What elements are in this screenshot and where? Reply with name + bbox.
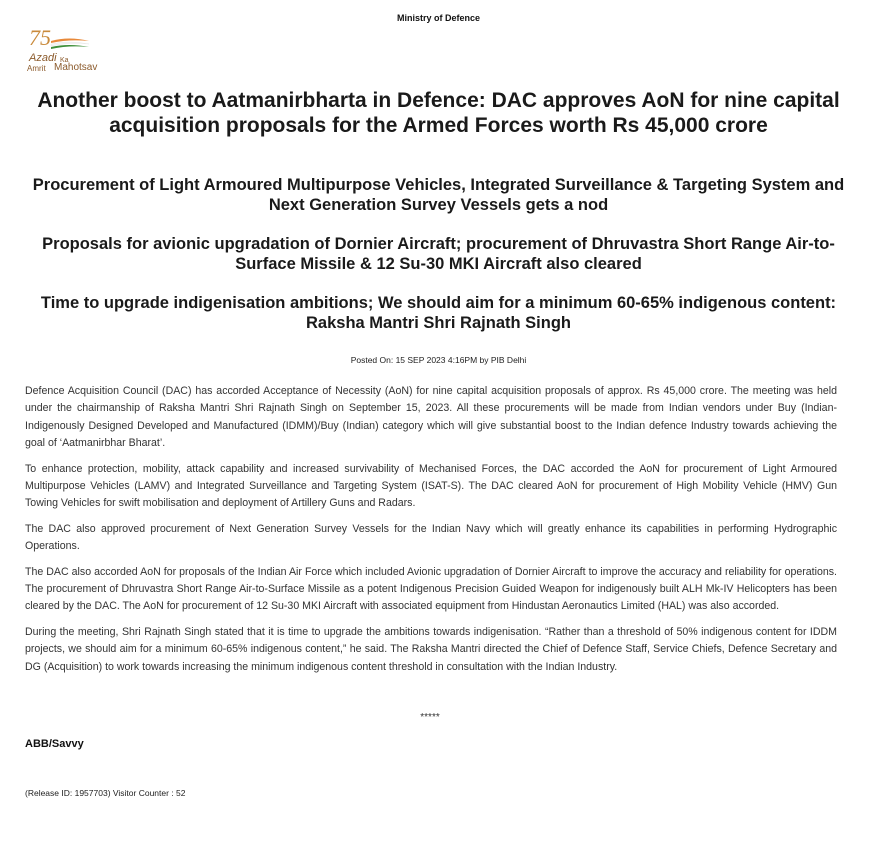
paragraph: The DAC also accorded AoN for proposals of the Indian Air Force which included Avionic upgradation of Dornier Aircraft to improve the accuracy and reliability for operations. The procurement of Dhruvastra Short Range Air-to-Surface Missile as a potent Indigenous Precision Guided Weapon for indigenously built ALH Mk-IV Helicopters has been cleared by the DAC. The AoN for procurement of 12 Su-30 MKI Aircraft with associated equipment from Hindustan Aeronautics Limited (HAL) was also accorded. bbox=[25, 565, 837, 613]
logo-amrit-text: Amrit bbox=[27, 64, 46, 73]
logo-75-text: 75 bbox=[29, 25, 51, 50]
separator: ***** bbox=[420, 712, 440, 723]
article-body bbox=[25, 383, 837, 684]
ministry-name: Ministry of Defence bbox=[396, 13, 481, 23]
logo-azadi-text: Azadi bbox=[29, 52, 57, 64]
subheading-1: Procurement of Light Armoured Multipurpose Vehicles, Integrated Surveillance & Targeting System and Next Generation Survey Vessels gets a nod bbox=[32, 176, 845, 214]
paragraph: Defence Acquisition Council (DAC) has accorded Acceptance of Necessity (AoN) for nine capital acquisition proposals of approx. Rs 45,000 crore. The meeting was held under the chairmanship of Raksha Mantri Shri Rajnath Singh on September 15, 2023. All these procurements will be made from Indian vendors under Buy (Indian-Indigenously Designed Developed and Manufactured (IDMM)/Buy (Indian) category which will give substantial boost to the Indian defence Industry towards achieving the goal of ‘Aatmanirbhar Bharat’. bbox=[25, 385, 837, 450]
release-info: (Release ID: 1957703) Visitor Counter : 52 bbox=[25, 788, 186, 798]
logo-mahotsav-text: Mahotsav bbox=[54, 62, 98, 73]
paragraph: The DAC also approved procurement of Next Generation Survey Vessels for the Indian Navy which will greatly enhance its capabilities in performing Hydrographic Operations. bbox=[25, 522, 837, 553]
subheading-3: Time to upgrade indigenisation ambitions; We should aim for a minimum 60-65% indigenous content: Raksha Mantri Shri Rajnath Singh bbox=[40, 294, 837, 332]
paragraph: To enhance protection, mobility, attack capability and increased survivability of Mechanised Forces, the DAC accorded the AoN for procurement of Light Armoured Multipurpose Vehicles (LAMV) and Integrated Surveillance and Targeting System (ISAT-S). The DAC cleared AoN for procurement of High Mobility Vehicle (HMV) Gun Towing Vehicles for swift mobilisation and deployment of Artillery Guns and Radars. bbox=[25, 462, 837, 510]
signature: ABB/Savvy bbox=[25, 738, 84, 750]
paragraph: During the meeting, Shri Rajnath Singh stated that it is time to upgrade the ambitions towards indigenisation. “Rather than a threshold of 50% indigenous content for IDDM projects, we should aim for a minimum 60-65% indigenous content,” he said. The Raksha Mantri directed the Chief of Defence Staff, Service Chiefs, Defence Secretary and DG (Acquisition) to work towards increasing the minimum indigenous content threshold in consultation with the Indian Industry. bbox=[25, 625, 837, 673]
subheading-2: Proposals for avionic upgradation of Dornier Aircraft; procurement of Dhruvastra Short Range Air-to-Surface Missile & 12 Su-30 MKI Aircraft also cleared bbox=[42, 235, 835, 273]
page-title: Another boost to Aatmanirbharta in Defence: DAC approves AoN for nine capital acquisition proposals for the Armed Forces worth Rs 45,000 crore bbox=[37, 89, 840, 137]
logo-ka-text: Ka bbox=[60, 57, 69, 64]
flag-swoosh-icon bbox=[49, 37, 91, 51]
azadi-ka-amrit-mahotsav-logo bbox=[27, 25, 109, 76]
posted-on: Posted On: 15 SEP 2023 4:16PM by PIB Delhi bbox=[350, 355, 527, 365]
